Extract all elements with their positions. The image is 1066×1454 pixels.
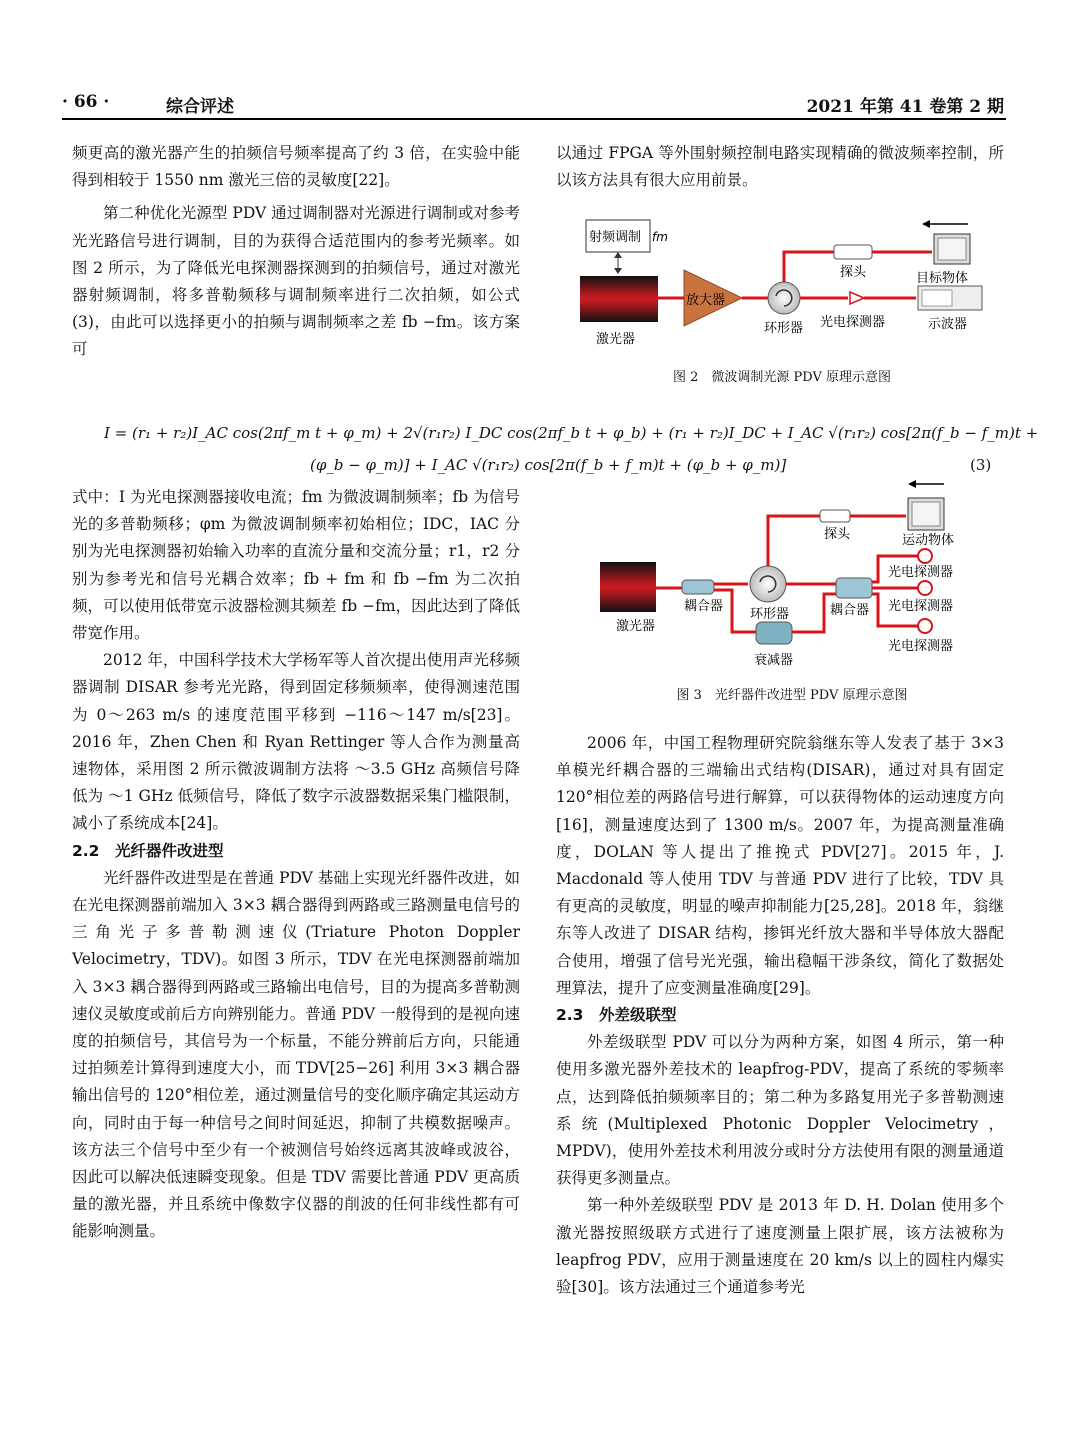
section-title: 综合评述	[166, 97, 234, 117]
right-paragraph-2: 2006 年，中国工程物理研究院翁继东等人发表了基于 3×3 单模光纤耦合器的三端输出式结构(DISAR)，通过对具有固定 120°相位差的两路信号进行解算，可以获得物体的运动速度方向[16]，测量速度达到了 1300 m/s。2007 年，为提高测量准确度，DOLAN 等人提出了推挽式 PDV[27]。2015 年，J. Macdonald 等人使用 TDV 与普通 PDV 进行了比较，TDV 具有更高的灵敏度，明显的噪声抑制能力[25,28]。2018 年，翁继东等人改进了 DISAR 结构，掺铒光纤放大器和半导体放大器配合使用，增强了信号光光强，输出稳幅干涉条纹，简化了数据处理算法，提升了应变测量准确度[29]。	[556, 734, 1004, 997]
left-paragraph-2: 第二种优化光源型 PDV 通过调制器对光源进行调制或对参考光光路信号进行调制，目的为获得合适范围内的参考光频率。如图 2 所示，为了降低光电探测器探测到的拍频信号，通过对激光器射频调制，将多普勒频移与调制频率进行二次拍频，如公式(3)，由此可以选择更小的拍频与调制频率之差 fb −fm。该方案可	[72, 204, 520, 359]
right-paragraph-1: 以通过 FPGA 等外围射频控制电路实现精确的微波频率控制，所以该方法具有很大应用前景。	[556, 144, 1004, 190]
fig3-circulator-label: 环形器	[750, 607, 790, 622]
left-paragraph-5: 光纤器件改进型是在普通 PDV 基础上实现光纤器件改进，如在光电探测器前端加入 3×3 耦合器得到两路或三路测量电信号的三角光子多普勒测速仪(Triature Photon Doppler Velocimetry，TDV)。如图 3 所示，TDV 在光电探测器前端加入 3×3 耦合器得到两路或三路输出电信号，目的为提高多普勒测速仪灵敏度或前后方向辨别能力。普通 PDV 一般得到的是视向速度的拍频信号，其信号为一个标量，不能分辨前后方向，只能通过拍频差计算得到速度大小，而 TDV[25−26] 利用 3×3 耦合器输出信号的 120°相位差，通过测量信号的变化顺序确定其运动方向，同时由于每一种信号之间时间延迟，抑制了共模数据噪声。该方法三个信号中至少有一个被测信号始终远离其波峰或波谷，因此可以解决低速瞬变现象。但是 TDV 需要比普通 PDV 更高质量的激光器，并且系统中像数字仪器的削波的任何非线性都有可能影响测量。	[72, 868, 520, 1241]
fig3-detector1-label: 光电探测器	[888, 565, 954, 580]
fig2-scope-label: 示波器	[928, 317, 968, 332]
fig3-detector2-label: 光电探测器	[888, 599, 954, 614]
section-2-2-heading: 2.2 光纤器件改进型	[72, 841, 224, 860]
figure-2-caption: 图 2 微波调制光源 PDV 原理示意图	[673, 370, 891, 385]
header-rule	[62, 118, 1006, 120]
fig3-attenuator-label: 衰减器	[754, 653, 794, 668]
right-paragraph-4: 第一种外差级联型 PDV 是 2013 年 D. H. Dolan 使用多个激光器按照级联方式进行了速度测量上限扩展，该方法被称为 leapfrog PDV，应用于测量速度在 20 km/s 以上的圆柱内爆实验[30]。该方法通过三个通道参考光	[556, 1196, 1004, 1297]
equation-line-2: (φ_b − φ_m)] + I_AC √(r₁r₂) cos[2π(f_b + f_m)t + (φ_b + φ_m)]	[310, 456, 787, 474]
figure-3	[592, 470, 992, 670]
page-number: · 66 ·	[62, 92, 110, 112]
right-paragraph-3: 外差级联型 PDV 可以分为两种方案，如图 4 所示，第一种使用多激光器外差技术的 leapfrog-PDV，提高了系统的零频率点，达到降低拍频频率目的；第二种为多路复用光子多普勒测速系统(Multiplexed Photonic Doppler Velocimetry，MPDV)，使用外差技术利用波分或时分方法使用有限的测量通道获得更多测量点。	[556, 1033, 1004, 1188]
fig2-detector-label: 光电探测器	[820, 315, 886, 330]
section-2-3-heading: 2.3 外差级联型	[556, 1006, 677, 1025]
equation-number: (3)	[970, 456, 992, 474]
left-paragraph-4: 2012 年，中国科学技术大学杨军等人首次提出使用声光移频器调制 DISAR 参考光光路，得到固定移频频率，使得测速范围为 0～263 m/s 的速度范围平移到 −116～147 m/s[23]。2016 年，Zhen Chen 和 Ryan Rettinger 等人合作为测量高速物体，采用图 2 所示微波调制方法将 ～3.5 GHz 高频信号降低为 ～1 GHz 低频信号，降低了数字示波器数据采集门槛限制，减小了系统成本[24]。	[72, 651, 520, 833]
fig2-rf-label: 射频调制	[589, 230, 642, 245]
left-paragraph-1: 频更高的激光器产生的拍频信号频率提高了约 3 倍，在实验中能得到相较于 1550 nm 激光三倍的灵敏度[22]。	[72, 144, 520, 190]
fig2-probe-label: 探头	[840, 265, 867, 280]
issue-info: 2021 年第 41 卷第 2 期	[806, 97, 1004, 117]
figure-2	[572, 212, 992, 362]
fig2-circulator-label: 环形器	[764, 321, 804, 336]
fig3-coupler1-label: 耦合器	[684, 599, 724, 614]
fig3-object-label: 运动物体	[902, 533, 955, 548]
fig3-laser-label: 激光器	[616, 619, 656, 634]
fig3-coupler2-label: 耦合器	[830, 603, 870, 618]
fig2-target-label: 目标物体	[916, 271, 969, 286]
fig3-probe-label: 探头	[824, 527, 851, 542]
fig2-laser-label: 激光器	[596, 332, 636, 347]
right-column-top	[556, 140, 1004, 194]
left-column-bottom	[72, 484, 520, 1246]
left-column-top	[72, 140, 520, 364]
fig2-amp-label: 放大器	[686, 293, 726, 308]
figure-3-caption: 图 3 光纤器件改进型 PDV 原理示意图	[676, 688, 908, 703]
left-paragraph-3: 式中：I 为光电探测器接收电流；fm 为微波调制频率；fb 为信号光的多普勒频移；φm 为微波调制频率初始相位；IDC，IAC 分别为光电探测器初始输入功率的直流分量和交流分量；r1，r2 分别为参考光和信号光耦合效率；fb + fm 和 fb −fm 为二次拍频，可以使用低带宽示波器检测其频差 fb −fm，因此达到了降低带宽作用。	[72, 488, 520, 643]
fig2-fm-label: fm	[652, 230, 668, 244]
right-column-bottom	[556, 730, 1004, 1301]
equation-line-1: I = (r₁ + r₂)I_AC cos(2πf_m t + φ_m) + 2√(r₁r₂) I_DC cos(2πf_b t + φ_b) + (r₁ + r₂)I_DC + I_AC √(r₁r₂) cos[2π(f_b − f_m)t +	[104, 424, 1039, 442]
fig3-detector3-label: 光电探测器	[888, 639, 954, 654]
